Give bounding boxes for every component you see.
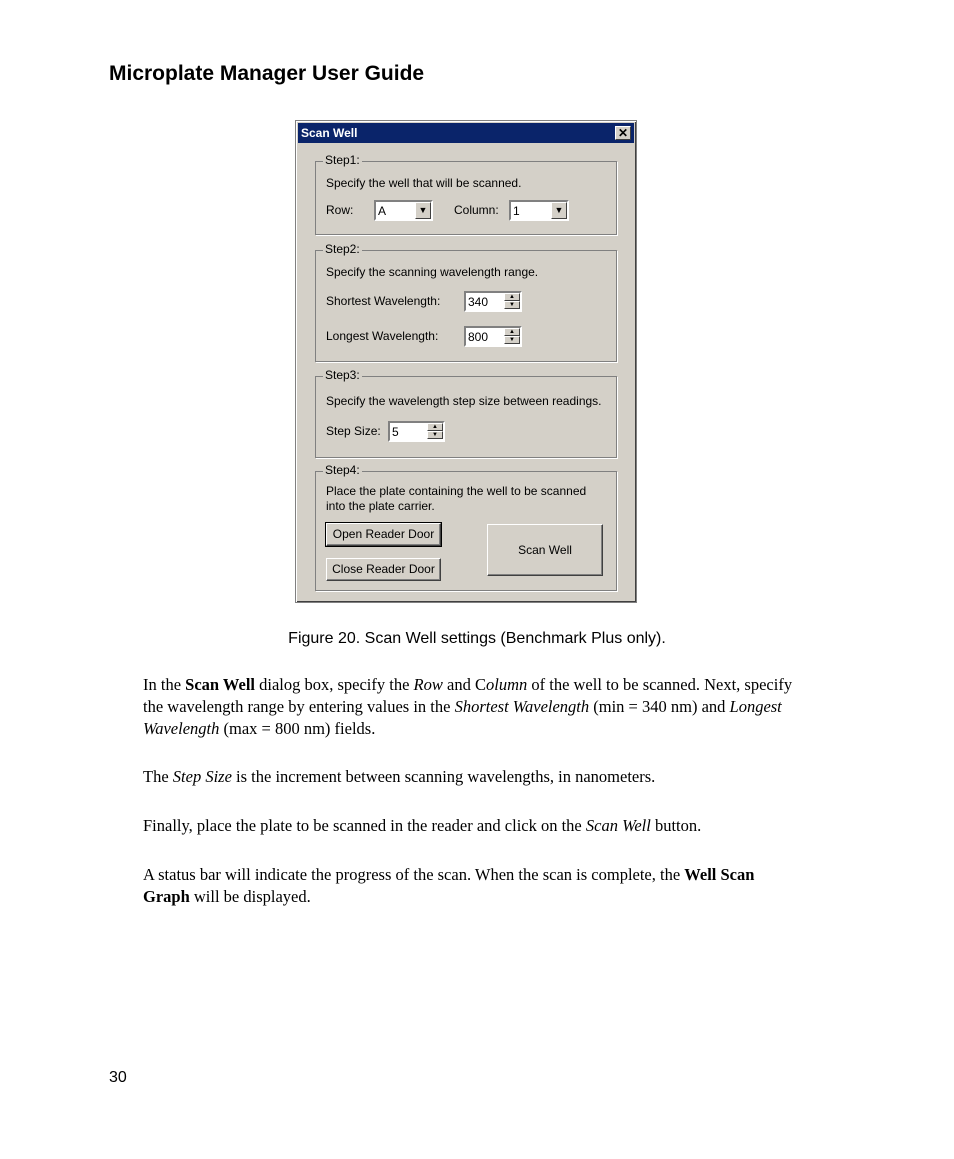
step1-instruction: Specify the well that will be scanned. bbox=[326, 176, 522, 190]
p4-text: A status bar will indicate the progress of the scan. When the scan is complete, the bbox=[143, 865, 685, 884]
spin-down-icon[interactable]: ▼ bbox=[427, 431, 443, 439]
shortest-wavelength-input[interactable] bbox=[464, 291, 522, 312]
row-select[interactable] bbox=[374, 200, 433, 221]
page-header-title: Microplate Manager User Guide bbox=[109, 62, 425, 85]
p3-text: Finally, place the plate to be scanned in the reader and click on the bbox=[143, 816, 586, 835]
p1-text: In the bbox=[143, 675, 186, 694]
column-value: 1 bbox=[513, 204, 520, 218]
chevron-down-icon[interactable]: ▼ bbox=[415, 202, 431, 219]
step3-group bbox=[315, 368, 617, 458]
scan-well-button[interactable]: Scan Well bbox=[487, 524, 603, 576]
p2-text: is the increment between scanning wavelengths, in nanometers. bbox=[231, 767, 656, 786]
step1-group bbox=[315, 153, 617, 235]
step2-group bbox=[315, 242, 617, 362]
paragraph-1 bbox=[143, 674, 813, 740]
step3-legend: Step3: bbox=[325, 368, 360, 382]
step-size-label: Step Size: bbox=[326, 424, 381, 438]
step1-legend: Step1: bbox=[325, 153, 360, 167]
p4-text: will be displayed. bbox=[189, 887, 311, 906]
dialog-titlebar[interactable] bbox=[298, 123, 634, 143]
p1-text: of the well to be scanned. Next, specify the wavelength range by entering values in the bbox=[143, 675, 793, 716]
p1-italic-longest: Longest Wavelength bbox=[143, 697, 782, 738]
step4-group bbox=[315, 463, 617, 591]
spin-down-icon[interactable]: ▼ bbox=[504, 336, 520, 344]
paragraph-4 bbox=[143, 864, 783, 908]
shortest-wavelength-value: 340 bbox=[468, 295, 489, 309]
step2-instruction: Specify the scanning wavelength range. bbox=[326, 265, 539, 279]
p1-bold-scan-well: Scan Well bbox=[185, 675, 255, 694]
spin-up-icon[interactable]: ▲ bbox=[504, 328, 520, 336]
p3-text: button. bbox=[650, 816, 702, 835]
figure-caption: Figure 20. Scan Well settings (Benchmark Plus only). bbox=[288, 630, 666, 647]
p1-italic-shortest: Shortest Wavelength bbox=[454, 697, 590, 716]
p1-italic-row: Row bbox=[413, 675, 443, 694]
step4-legend: Step4: bbox=[325, 463, 360, 477]
step3-instruction: Specify the wavelength step size between readings. bbox=[326, 394, 602, 408]
close-icon[interactable]: ✕ bbox=[615, 126, 631, 140]
paragraph-3 bbox=[143, 815, 813, 837]
step4-instruction-line1: Place the plate containing the well to be scanned bbox=[326, 484, 587, 498]
p1-text: and C bbox=[442, 675, 486, 694]
p2-text: The bbox=[143, 767, 173, 786]
spin-up-icon[interactable]: ▲ bbox=[427, 423, 443, 431]
spin-down-icon[interactable]: ▼ bbox=[504, 301, 520, 309]
step-size-input[interactable] bbox=[388, 421, 445, 442]
p2-italic-step-size: Step Size bbox=[172, 767, 232, 786]
longest-wavelength-input[interactable] bbox=[464, 326, 522, 347]
p3-italic-scan-well: Scan Well bbox=[585, 816, 651, 835]
scan-well-dialog bbox=[295, 120, 637, 603]
column-select[interactable] bbox=[509, 200, 569, 221]
row-label: Row: bbox=[326, 203, 354, 217]
step-size-value: 5 bbox=[392, 425, 399, 439]
dialog-title: Scan Well bbox=[301, 126, 358, 140]
p4-bold-well-scan-graph: Well Scan Graph bbox=[143, 865, 755, 906]
row-value: A bbox=[378, 204, 387, 218]
page-number: 30 bbox=[109, 1069, 127, 1086]
open-reader-door-button[interactable]: Open Reader Door bbox=[326, 523, 441, 546]
close-reader-door-button[interactable]: Close Reader Door bbox=[326, 558, 441, 581]
spin-up-icon[interactable]: ▲ bbox=[504, 293, 520, 301]
step2-legend: Step2: bbox=[325, 242, 360, 256]
longest-wavelength-label: Longest Wavelength: bbox=[326, 329, 439, 343]
p1-text: dialog box, specify the bbox=[255, 675, 414, 694]
step4-instruction-line2: into the plate carrier. bbox=[326, 499, 435, 513]
paragraph-2 bbox=[143, 766, 813, 788]
p1-text: (min = 340 nm) and bbox=[589, 697, 730, 716]
column-label: Column: bbox=[454, 203, 499, 217]
longest-wavelength-value: 800 bbox=[468, 330, 489, 344]
p1-italic-column: olumn bbox=[485, 675, 528, 694]
chevron-down-icon[interactable]: ▼ bbox=[551, 202, 567, 219]
p1-text: (max = 800 nm) fields. bbox=[219, 719, 376, 738]
shortest-wavelength-label: Shortest Wavelength: bbox=[326, 294, 441, 308]
